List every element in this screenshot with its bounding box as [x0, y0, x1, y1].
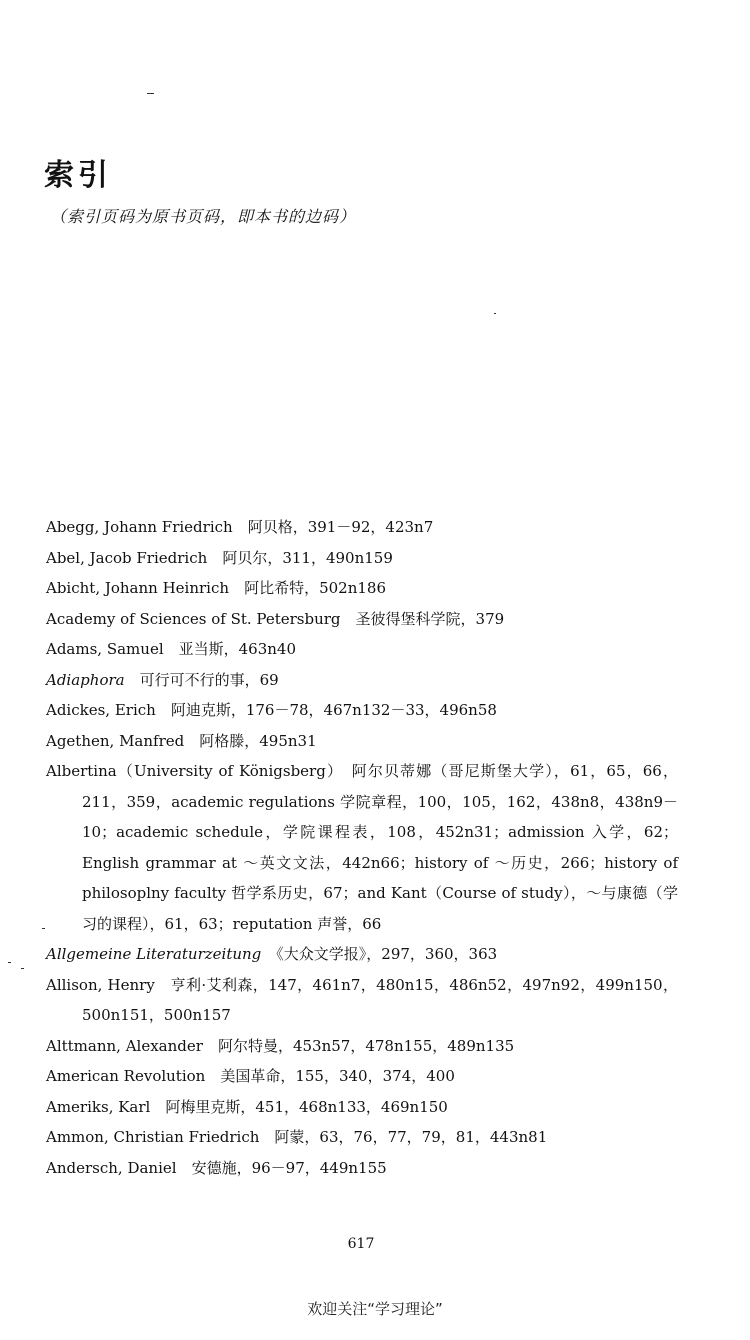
entry-term: Agethen, Manfred — [46, 731, 185, 750]
index-entry — [46, 1061, 678, 1092]
page-title: 索引 — [44, 158, 112, 193]
entry-term: Alttmann, Alexander — [46, 1036, 203, 1055]
entry-rest: 阿迪克斯，176－78，467n132－33，496n58 — [170, 701, 497, 719]
entry-term: Allison, Henry — [46, 975, 155, 994]
entry-term: Abegg, Johann Friedrich — [46, 518, 233, 536]
entry-term: American Revolution — [46, 1067, 206, 1085]
entry-term: Adickes, Erich — [46, 701, 156, 719]
page-number: 617 — [347, 1236, 375, 1252]
entry-term: Academy of Sciences of St. Petersburg — [46, 609, 341, 628]
index-entries — [46, 512, 678, 1183]
index-entry — [46, 939, 678, 970]
index-entry — [46, 573, 678, 604]
entry-term: Andersch, Daniel — [46, 1158, 177, 1177]
scan-speck — [494, 313, 496, 314]
entry-rest: 圣彼得堡科学院，379 — [355, 609, 505, 628]
entry-rest: 安德施，96－97，449n155 — [191, 1158, 387, 1177]
index-entry — [46, 543, 678, 574]
entry-rest: 可行可不行的事，69 — [139, 670, 279, 689]
page-subtitle: （索引页码为原书页码，即本书的边码） — [50, 207, 357, 226]
scan-speck — [147, 93, 154, 94]
index-entry — [46, 665, 678, 696]
entry-term: Allgemeine Literaturzeitung — [46, 945, 262, 963]
index-entry — [46, 634, 678, 665]
index-entry — [46, 970, 678, 1031]
entry-term: Ameriks, Karl — [46, 1097, 151, 1116]
entry-term: Adiaphora — [46, 670, 125, 689]
entry-rest: 阿比希特，502n186 — [244, 579, 386, 597]
entry-term: Adams, Samuel — [46, 640, 164, 658]
index-entry — [46, 695, 678, 726]
entry-term: Ammon, Christian Friedrich — [46, 1128, 260, 1146]
index-entry — [46, 1031, 678, 1062]
scan-speck — [21, 968, 24, 969]
index-entry — [46, 1122, 678, 1153]
scan-speck — [8, 962, 11, 963]
entry-rest: 阿格滕，495n31 — [199, 731, 317, 750]
entry-rest: 阿蒙，63，76，77，79，81，443n81 — [274, 1128, 548, 1146]
entry-term: Abicht, Johann Heinrich — [46, 579, 230, 597]
entry-rest: 《大众文学报》，297，360，363 — [276, 945, 498, 963]
footer-note: 欢迎关注“学习理论” — [307, 1300, 443, 1318]
index-entry — [46, 1092, 678, 1123]
entry-rest: 阿贝尔，311，490n159 — [222, 548, 393, 567]
entry-rest: 阿尔特曼，453n57，478n155，489n135 — [217, 1036, 515, 1055]
entry-rest: 美国革命，155，340，374，400 — [220, 1067, 455, 1085]
entry-rest: 阿贝格，391－92，423n7 — [247, 518, 434, 536]
scan-speck — [42, 928, 45, 929]
entry-rest: 阿尔贝蒂娜（哥尼斯堡大学），61，65，66，211，359，academic regulations 学院章程，100，105，162，438n8，438n9－10；academic schedule，学院课程表，108，452n31；admission 入学，62；English grammar at ～英文文法，442n66；history of ～历史，266；history of philosoplny faculty 哲学系历史，67；and Kant（Course of study），～与康德（学习的课程），61，63；reputation 声誉，66 — [82, 762, 678, 933]
entry-rest: 亚当斯，463n40 — [178, 640, 297, 658]
entry-rest: 阿梅里克斯，451，468n133，469n150 — [165, 1097, 448, 1116]
entry-term: Abel, Jacob Friedrich — [46, 548, 208, 567]
index-entry — [46, 726, 678, 757]
entry-term: Albertina（University of Königsberg） — [46, 762, 336, 780]
index-entry — [46, 756, 678, 939]
index-entry — [46, 512, 678, 543]
index-entry — [46, 1153, 678, 1184]
entry-rest: 亨利·艾利森，147，461n7，480n15，486n52，497n92，499n150，500n151，500n157 — [82, 975, 678, 1024]
index-entry — [46, 604, 678, 635]
